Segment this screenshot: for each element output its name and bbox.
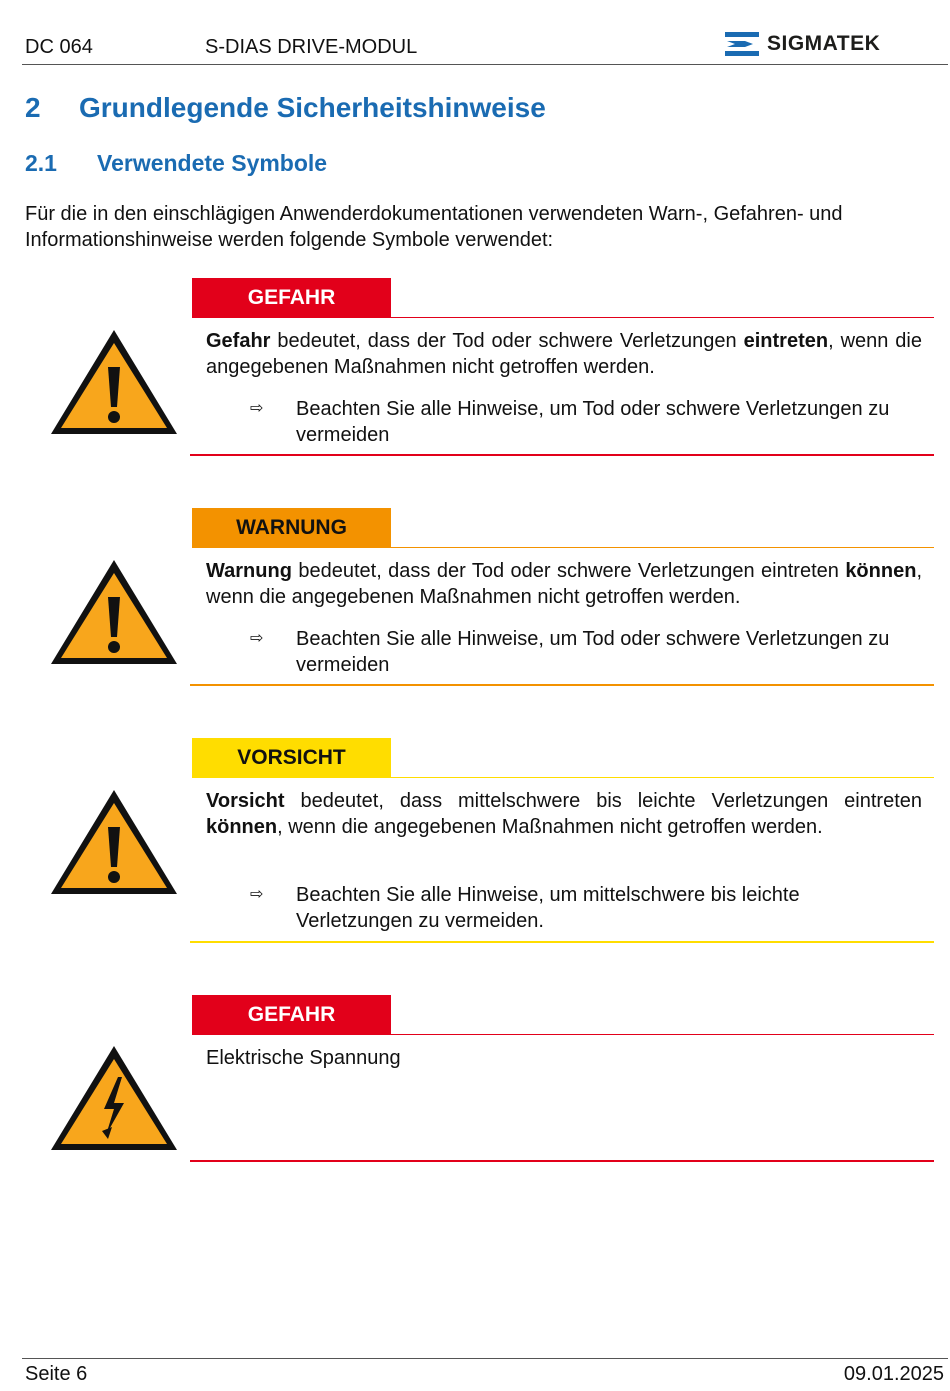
notice-text-part: , wenn die angegebenen Maßnahmen nicht getroffen werden. [277, 816, 823, 838]
notice-bottom-rule [190, 941, 934, 943]
exclamation-warning-icon [48, 787, 180, 897]
notice-action [250, 396, 910, 448]
page-number: Seite 6 [25, 1363, 88, 1385]
hollow-arrow-icon: ⇨ [250, 400, 264, 417]
hollow-arrow-icon: ⇨ [250, 886, 264, 903]
notice-label: WARNUNG [192, 508, 391, 548]
notice-text [206, 788, 922, 840]
notice-top-rule [391, 777, 934, 778]
notice-text-part: bedeutet, dass mittelschwere bis leichte Verletzungen eintreten [284, 790, 922, 812]
footer-date: 09.01.2025 [843, 1363, 944, 1385]
doc-id: DC 064 [25, 36, 93, 58]
notice-action-text: Beachten Sie alle Hinweise, um Tod oder schwere Verletzungen zu vermeiden [296, 628, 890, 676]
notice-term: Gefahr [206, 330, 271, 352]
notice-text-part: , wenn die angegebenen Maßnahmen nicht getroffen werden. [206, 330, 922, 378]
notice-term: Warnung [206, 560, 292, 582]
exclamation-warning-icon [48, 327, 180, 437]
footer-rule [22, 1358, 948, 1359]
exclamation-warning-icon [48, 557, 180, 667]
intro-paragraph: Für die in den einschlägigen Anwenderdokumentationen verwendeten Warn-, Gefahren- und Informationshinweise werden folgende Symbole verwendet: [25, 203, 843, 251]
notice-top-rule [391, 1034, 934, 1035]
notice-text: Elektrische Spannung [206, 1047, 401, 1069]
notice-label: GEFAHR [192, 995, 391, 1035]
header-rule [22, 64, 948, 65]
section-title: Grundlegende Sicherheitshinweise [79, 92, 546, 123]
notice-bottom-rule [190, 684, 934, 686]
notice-caution [190, 738, 934, 948]
notice-emphasis: können [845, 560, 917, 582]
notice-danger [190, 278, 934, 458]
brand-name: SIGMATEK [767, 32, 881, 55]
notice-label: VORSICHT [192, 738, 391, 778]
notice-electrical-danger [190, 995, 934, 1165]
notice-action [250, 626, 910, 678]
notice-text [206, 328, 922, 380]
hollow-arrow-icon: ⇨ [250, 630, 264, 647]
subsection-title: Verwendete Symbole [97, 150, 328, 176]
notice-action-text: Beachten Sie alle Hinweise, um Tod oder schwere Verletzungen zu vermeiden [296, 398, 890, 446]
notice-label: GEFAHR [192, 278, 391, 318]
section-number: 2 [25, 92, 41, 123]
notice-top-rule [391, 547, 934, 548]
section-heading [25, 92, 546, 124]
high-voltage-warning-icon [48, 1043, 180, 1153]
product-name: S-DIAS DRIVE-MODUL [205, 36, 418, 58]
notice-term: Vorsicht [206, 790, 285, 812]
notice-emphasis: eintreten [743, 330, 829, 352]
notice-text-part: bedeutet, dass der Tod oder schwere Verletzungen [270, 330, 744, 352]
notice-bottom-rule [190, 1160, 934, 1162]
subsection-heading [25, 150, 327, 177]
notice-bottom-rule [190, 454, 934, 456]
notice-action [250, 882, 910, 934]
notice-action-text: Beachten Sie alle Hinweise, um mittelschwere bis leichte Verletzungen zu vermeiden. [296, 884, 800, 932]
notice-text [206, 558, 922, 610]
notice-text-part: , wenn die angegebenen Maßnahmen nicht getroffen werden. [206, 560, 922, 608]
notice-text-part: bedeutet, dass der Tod oder schwere Verletzungen eintreten [291, 560, 846, 582]
brand-logo [725, 32, 880, 56]
sigmatek-logo-icon [725, 32, 759, 56]
subsection-number: 2.1 [25, 150, 57, 176]
notice-warning [190, 508, 934, 688]
notice-top-rule [391, 317, 934, 318]
notice-emphasis: können [206, 816, 278, 838]
